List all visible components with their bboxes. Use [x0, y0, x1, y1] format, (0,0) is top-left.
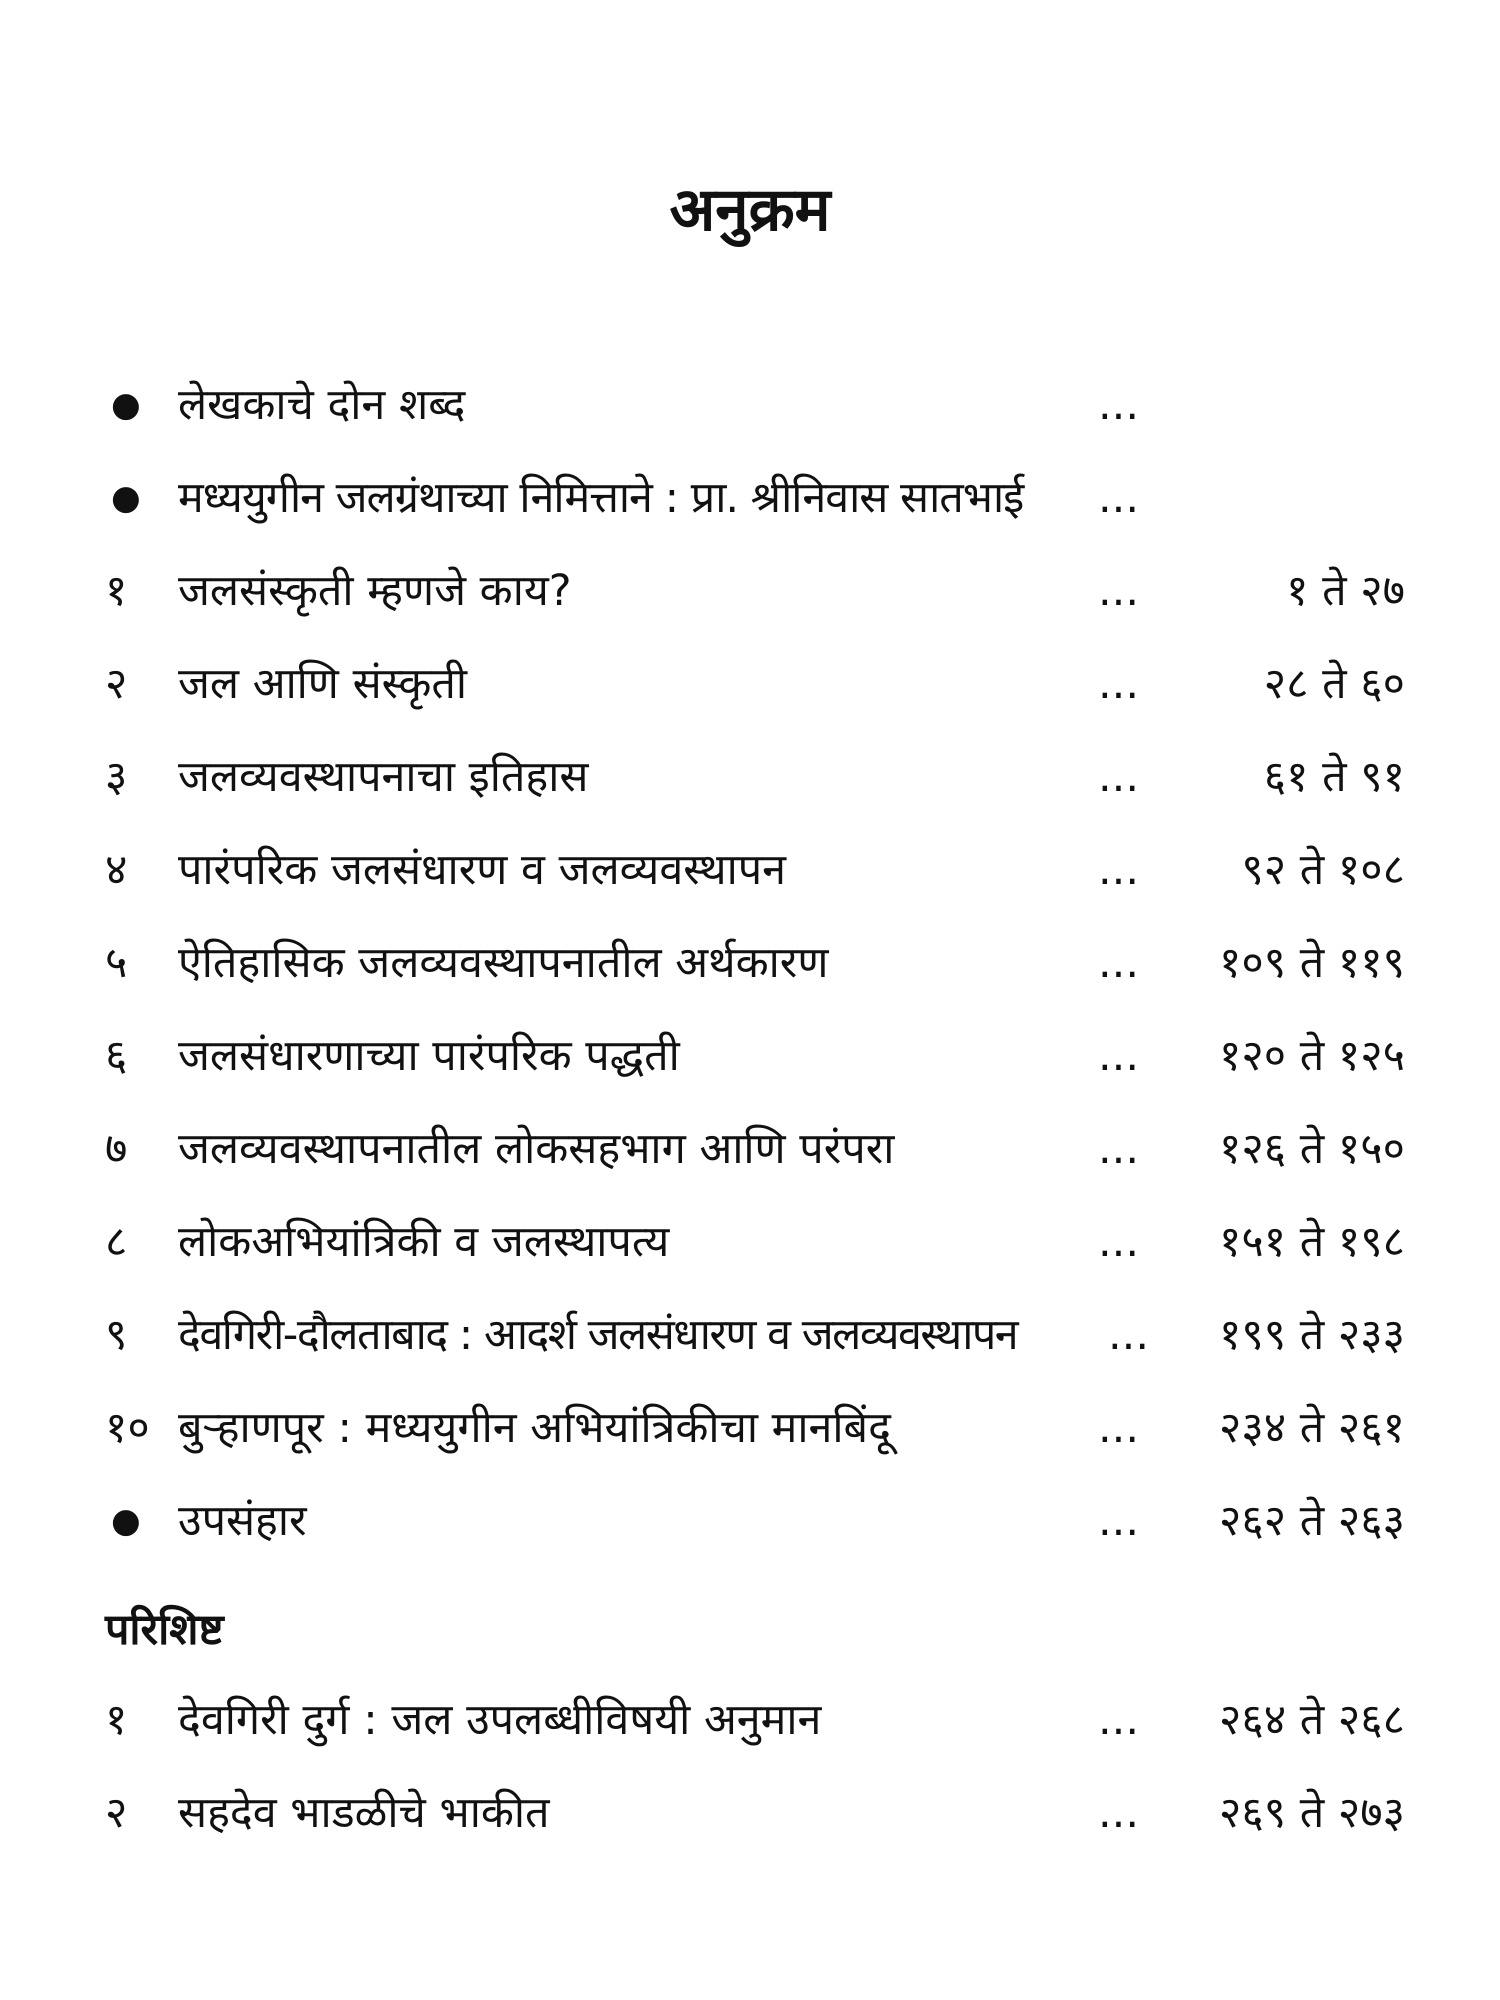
bullet-marker: ●	[111, 385, 141, 425]
toc-entry	[105, 556, 1405, 626]
entry-title: जलसंधारणाच्या पारंपरिक पद्धती	[178, 1031, 680, 1081]
dot-leader: ...	[1098, 752, 1140, 802]
toc-entry	[105, 463, 1405, 533]
page-title: अनुक्रम	[669, 175, 831, 245]
entry-title: पारंपरिक जलसंधारण व जलव्यवस्थापन	[178, 845, 787, 895]
entry-number: ९	[105, 1310, 128, 1360]
dot-leader: ...	[1098, 473, 1140, 523]
toc-entry	[105, 1486, 1405, 1556]
entry-title: जलसंस्कृती म्हणजे काय?	[178, 566, 572, 616]
entry-title: सहदेव भाडळीचे भाकीत	[178, 1788, 550, 1838]
dot-leader: ...	[1098, 380, 1140, 430]
entry-number: २	[105, 1788, 128, 1838]
dot-leader: ...	[1098, 845, 1140, 895]
entry-number: १	[105, 566, 128, 616]
entry-title: ऐतिहासिक जलव्यवस्थापनातील अर्थकारण	[178, 938, 829, 988]
dot-leader: ...	[1098, 1695, 1140, 1745]
toc-entry	[105, 1778, 1405, 1848]
dot-leader: ...	[1108, 1310, 1150, 1360]
page-range: १२६ ते १५०	[1218, 1124, 1405, 1174]
entry-number: १०	[105, 1403, 150, 1453]
dot-leader: ...	[1098, 659, 1140, 709]
page-range: १ ते २७	[1286, 566, 1405, 616]
entry-title: जलव्यवस्थापनातील लोकसहभाग आणि परंपरा	[178, 1124, 895, 1174]
appendix-heading: परिशिष्ट	[105, 1605, 224, 1655]
dot-leader: ...	[1098, 1496, 1140, 1546]
page-range: १२० ते १२५	[1218, 1031, 1405, 1081]
toc-entry	[105, 1207, 1405, 1277]
toc-entry	[105, 928, 1405, 998]
entry-title: मध्ययुगीन जलग्रंथाच्या निमित्ताने : प्रा. श्रीनिवास सातभाई	[178, 473, 1024, 523]
dot-leader: ...	[1098, 566, 1140, 616]
page-range: २६२ ते २६३	[1218, 1496, 1405, 1546]
toc-entry	[105, 370, 1405, 440]
dot-leader: ...	[1098, 1403, 1140, 1453]
page-range: १५१ ते १९८	[1218, 1217, 1405, 1267]
entry-number: ८	[105, 1217, 128, 1267]
page-range: २८ ते ६०	[1263, 659, 1405, 709]
page-range: २६९ ते २७३	[1218, 1788, 1405, 1838]
toc-entry	[105, 1021, 1405, 1091]
entry-title: देवगिरी दुर्ग : जल उपलब्धीविषयी अनुमान	[178, 1695, 822, 1745]
toc-entry	[105, 1393, 1405, 1463]
page-range: ६१ ते ९१	[1263, 752, 1405, 802]
entry-title: जल आणि संस्कृती	[178, 659, 468, 709]
entry-title: देवगिरी-दौलताबाद : आदर्श जलसंधारण व जलव्यवस्थापन	[178, 1310, 1018, 1360]
entry-number: ७	[105, 1124, 128, 1174]
dot-leader: ...	[1098, 1217, 1140, 1267]
page-range: १९९ ते २३३	[1218, 1310, 1405, 1360]
toc-entry	[105, 1114, 1405, 1184]
page-range: ९२ ते १०८	[1241, 845, 1405, 895]
entry-number: ३	[105, 752, 128, 802]
dot-leader: ...	[1098, 1031, 1140, 1081]
entry-title: जलव्यवस्थापनाचा इतिहास	[178, 752, 589, 802]
page-range: २३४ ते २६१	[1218, 1403, 1405, 1453]
toc-entry	[105, 1300, 1405, 1370]
page-range: १०९ ते ११९	[1218, 938, 1405, 988]
dot-leader: ...	[1098, 1788, 1140, 1838]
entry-title: लोकअभियांत्रिकी व जलस्थापत्य	[178, 1217, 670, 1267]
entry-number: ६	[105, 1031, 128, 1081]
entry-number: १	[105, 1695, 128, 1745]
entry-title: लेखकाचे दोन शब्द	[178, 380, 466, 430]
entry-number: ५	[105, 938, 128, 988]
toc-entry	[105, 649, 1405, 719]
bullet-marker: ●	[111, 478, 141, 518]
page-range: २६४ ते २६८	[1218, 1695, 1405, 1745]
dot-leader: ...	[1098, 1124, 1140, 1174]
entry-number: २	[105, 659, 128, 709]
entry-title: उपसंहार	[178, 1496, 307, 1546]
toc-entry	[105, 742, 1405, 812]
bullet-marker: ●	[111, 1501, 141, 1541]
dot-leader: ...	[1098, 938, 1140, 988]
entry-number: ४	[105, 845, 128, 895]
toc-entry	[105, 1685, 1405, 1755]
entry-title: बुऱ्हाणपूर : मध्ययुगीन अभियांत्रिकीचा मानबिंदू	[178, 1403, 891, 1453]
toc-entry	[105, 835, 1405, 905]
